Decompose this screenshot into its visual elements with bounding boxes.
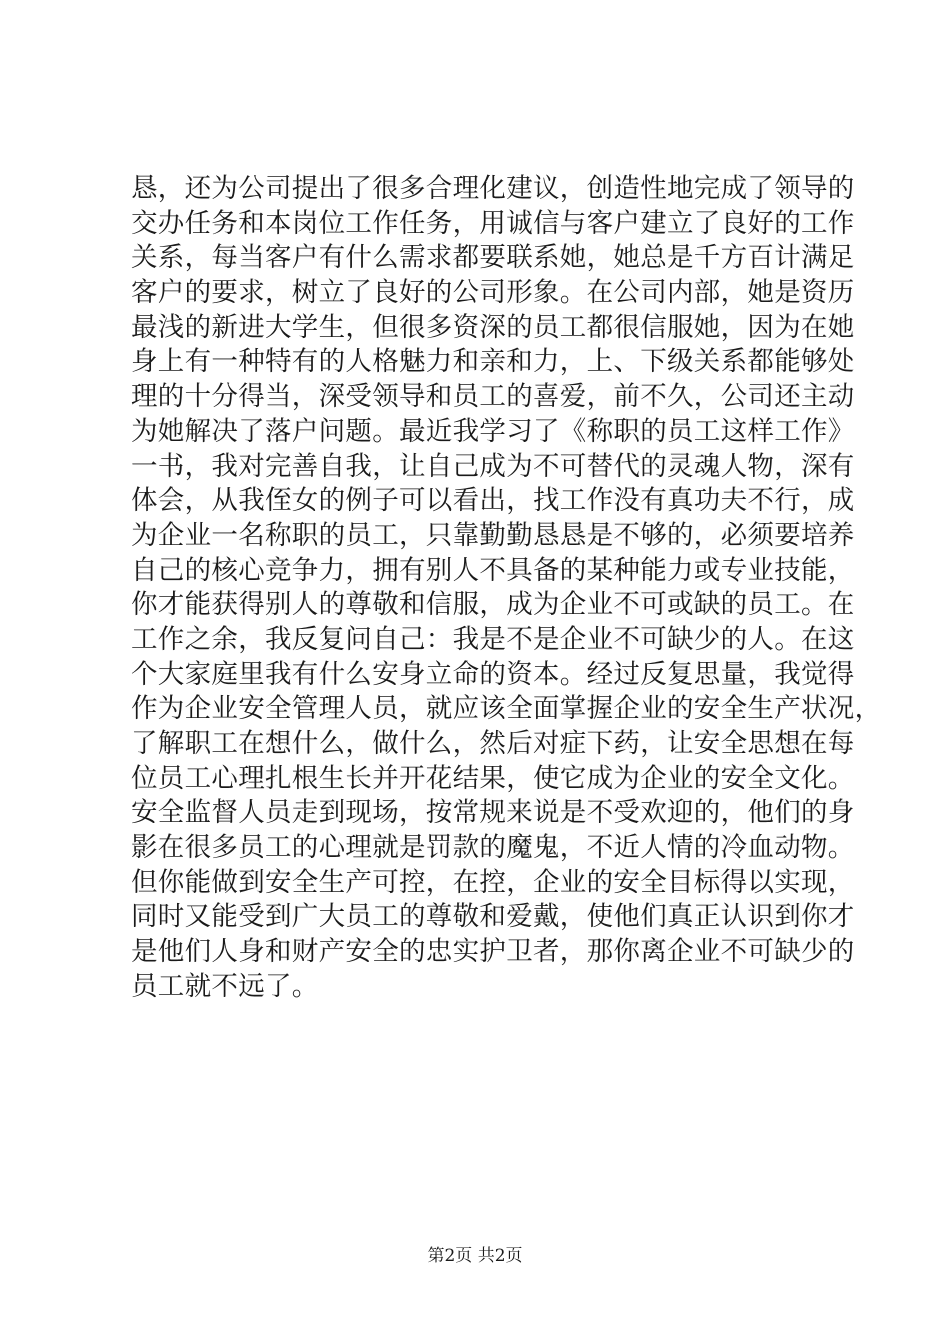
text-line: 员工就不远了。 <box>131 970 319 1002</box>
text-line: 个大家庭里我有什么安身立命的资本。经过反复思量，我觉得 <box>131 658 855 690</box>
text-line: 最浅的新进大学生，但很多资深的员工都很信服她，因为在她 <box>131 311 855 343</box>
text-line: 一书，我对完善自我，让自己成为不可替代的灵魂人物，深有 <box>131 450 855 482</box>
text-line: 体会，从我侄女的例子可以看出，找工作没有真功夫不行，成 <box>131 485 855 517</box>
text-line: 恳，还为公司提出了很多合理化建议，创造性地完成了领导的 <box>131 173 855 204</box>
text-line: 位员工心理扎根生长并开花结果，使它成为企业的安全文化。 <box>131 762 855 794</box>
text-line: 理的十分得当，深受领导和员工的喜爱，前不久，公司还主动 <box>131 381 855 413</box>
page-number-footer: 第2页 共2页 <box>427 1246 523 1266</box>
body-text <box>131 172 882 1005</box>
text-line: 安全监督人员走到现场，按常规来说是不受欢迎的，他们的身 <box>131 797 855 829</box>
text-line: 你才能获得别人的尊敬和信服，成为企业不可或缺的员工。在 <box>131 589 855 621</box>
text-line: 但你能做到安全生产可控，在控，企业的安全目标得以实现， <box>131 866 855 898</box>
text-line: 客户的要求，树立了良好的公司形象。在公司内部，她是资历 <box>131 277 855 309</box>
text-line: 了解职工在想什么，做什么，然后对症下药，让安全思想在每 <box>131 728 855 759</box>
text-line: 影在很多员工的心理就是罚款的魔鬼，不近人情的冷血动物。 <box>131 832 855 864</box>
text-line: 自己的核心竞争力，拥有别人不具备的某种能力或专业技能， <box>131 554 855 586</box>
text-line: 关系，每当客户有什么需求都要联系她，她总是千方百计满足 <box>131 242 855 274</box>
text-line: 工作之余，我反复问自己：我是不是企业不可缺少的人。在这 <box>131 623 855 655</box>
text-line: 交办任务和本岗位工作任务，用诚信与客户建立了良好的工作 <box>131 207 855 239</box>
text-line: 作为企业安全管理人员，就应该全面掌握企业的安全生产状况， <box>131 693 882 725</box>
text-line: 同时又能受到广大员工的尊敬和爱戴，使他们真正认识到你才 <box>131 901 855 933</box>
text-line: 为她解决了落户问题。最近我学习了《称职的员工这样工作》 <box>131 415 855 447</box>
text-line: 身上有一种特有的人格魅力和亲和力，上、下级关系都能够处 <box>131 346 855 378</box>
text-line: 为企业一名称职的员工，只靠勤勤恳恳是不够的，必须要培养 <box>131 519 855 551</box>
text-line: 是他们人身和财产安全的忠实护卫者，那你离企业不可缺少的 <box>131 936 855 968</box>
